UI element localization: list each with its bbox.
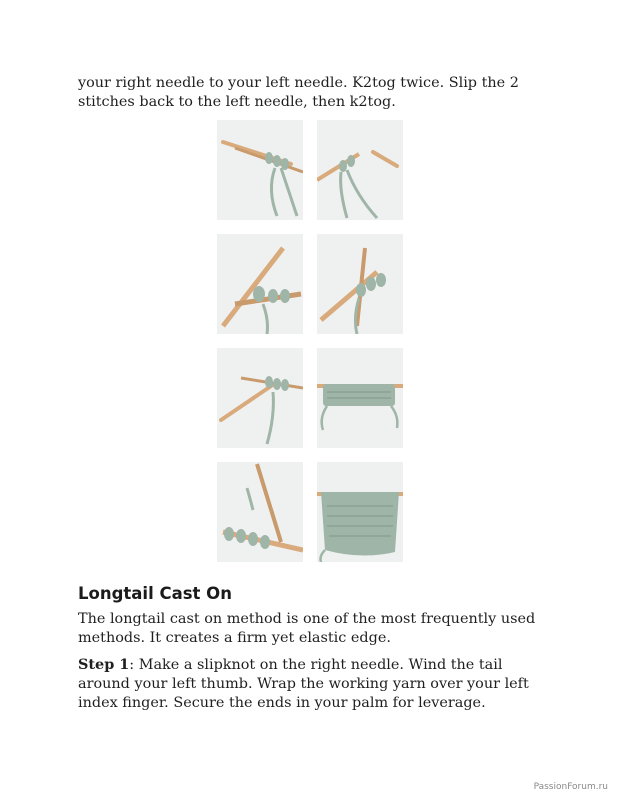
photo-6 [317, 348, 403, 448]
photo-2 [317, 120, 403, 220]
photo-8 [317, 462, 403, 562]
step-1-label: Step 1 [78, 656, 130, 673]
needles-stitches-photo-icon [317, 120, 403, 220]
needles-crossed-photo-icon [217, 462, 303, 562]
photo-4 [317, 234, 403, 334]
needle-stitches-photo-icon [217, 348, 303, 448]
intro-paragraph: your right needle to your left needle. K2tog twice. Slip the 2 stitches back to the left needle, then k2tog. [78, 75, 519, 110]
photo-7 [217, 462, 303, 562]
knitted-swatch-photo-icon [317, 462, 403, 562]
needles-crossed-photo-icon [317, 234, 403, 334]
needles-stitches-photo-icon [217, 120, 303, 220]
knitted-strip-photo-icon [317, 348, 403, 448]
site-watermark: PassionForum.ru [533, 782, 608, 792]
step-1-text: : Make a slipknot on the right needle. Wind the tail around your left thumb. Wrap the working yarn over your left index finger. Secure the ends in your palm for leverage. [78, 657, 529, 711]
section-body: The longtail cast on method is one of the most frequently used methods. It creates a firm yet elastic edge. [78, 611, 536, 646]
section-heading: Longtail Cast On [78, 584, 232, 603]
step-1-paragraph [78, 655, 558, 713]
photo-3 [217, 234, 303, 334]
photo-5 [217, 348, 303, 448]
photo-1 [217, 120, 303, 220]
needles-crossed-photo-icon [217, 234, 303, 334]
